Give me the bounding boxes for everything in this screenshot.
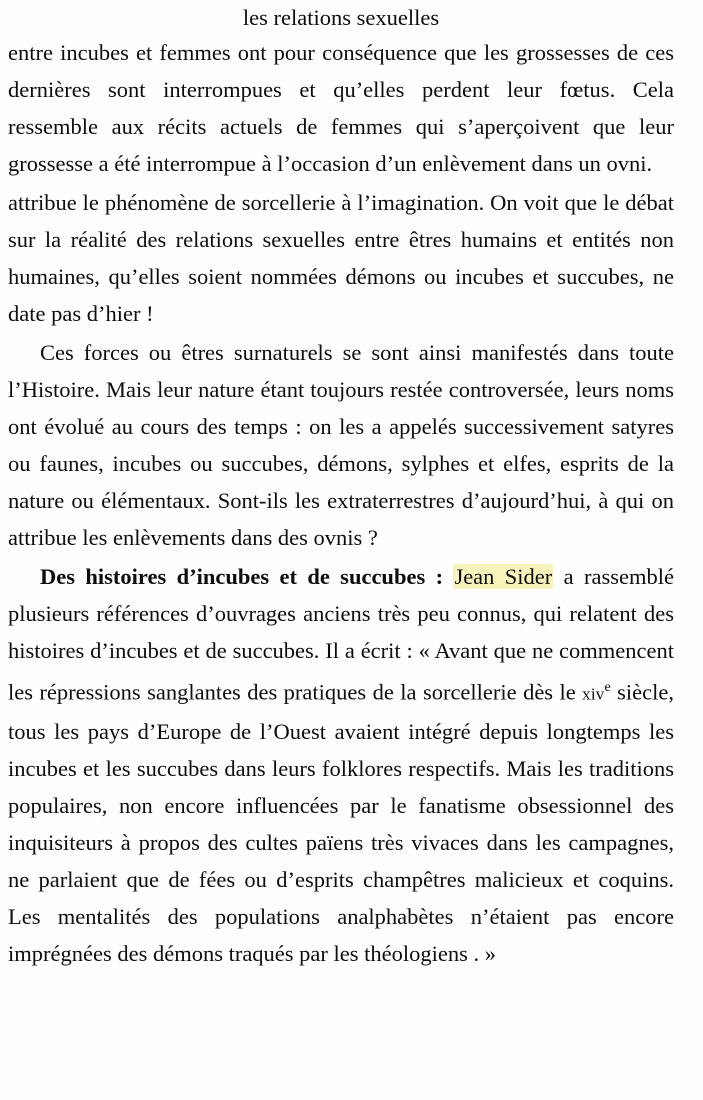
lead-line: les relations sexuelles [242, 5, 440, 30]
century-smallcaps: xiv [582, 684, 605, 704]
paragraph-4-after-name: a rassemblé plusieurs références d’ouvrages anciens très peu connus, qui relatent des histoires d’incubes et de succubes. Il a écrit : « Avant que ne commencent les répressions sanglantes des pratiques de la sorcellerie dès le [8, 564, 674, 705]
paragraph-4-bold-lead: Des histoires d’incubes et de succubes : [40, 564, 444, 589]
paragraph-3 [8, 334, 674, 556]
page-text-body [8, 0, 674, 972]
paragraph-1: entre incubes et femmes ont pour conséquence que les grossesses de ces dernières sont interrompues et qu’elles perdent leur fœtus. Cela ressemble aux récits actuels de femmes qui s’aperçoivent que leur grossesse a été interrompue à l’occasion d’un enlèvement dans un ovni. [8, 40, 674, 176]
space-1 [443, 564, 453, 589]
paragraph-4-after-century: siècle, tous les pays d’Europe de l’Ouest avaient intégré depuis longtemps les incubes et les succubes dans leurs folklores respectifs. Mais les traditions populaires, non encore influencées par le fanatisme obsessionnel des inquisiteurs à propos des cultes païens très vivaces dans les campagnes, ne parlaient que de fées ou d’esprits champêtres malicieux et coquins. Les mentalités des populations analphabètes n’étaient pas encore imprégnées des démons traqués par les théologiens . » [8, 679, 674, 966]
highlighted-name: Jean Sider [454, 564, 553, 589]
paragraph-2: attribue le phénomène de sorcellerie à l’imagination. On voit que le débat sur la réalité des relations sexuelles entre êtres humains et entités non humaines, qu’elles soient nommées démons ou incubes et succubes, ne date pas d’hier ! [8, 190, 674, 326]
century-superscript: e [604, 680, 611, 695]
paragraph-3-text: Ces forces ou êtres surnaturels se sont ainsi manifestés dans toute l’Histoire. Mais leur nature étant toujours restée controversée, leurs noms ont évolué au cours des temps : on les a appelés successivement satyres ou faunes, incubes ou succubes, démons, sylphes et elfes, esprits de la nature ou élémentaux. Sont-ils les extraterrestres d’aujourd’hui, à qui on attribue les enlèvements dans des ovnis ? [8, 340, 674, 550]
paragraph-4 [8, 558, 674, 972]
